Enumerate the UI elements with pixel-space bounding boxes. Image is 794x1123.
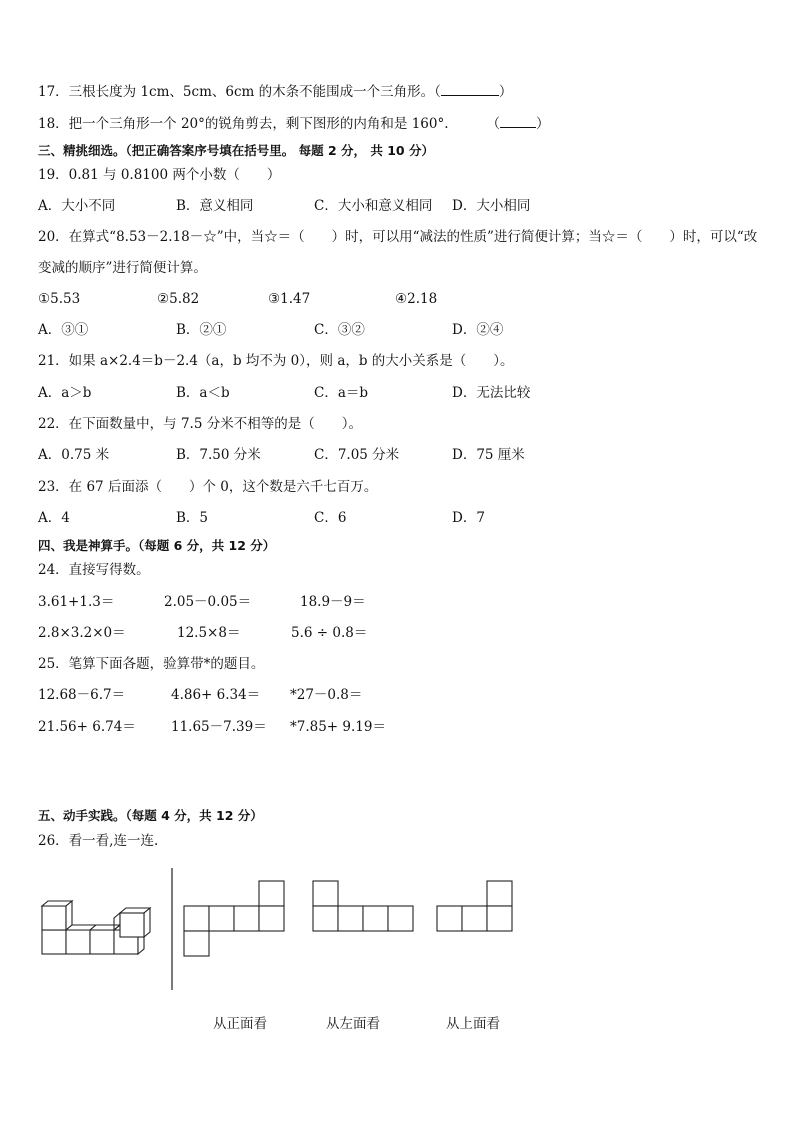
- question-18: [38, 114, 550, 133]
- option-d[interactable]: D．7: [452, 510, 485, 526]
- question-17-text: 17．三根长度为 1cm、5cm、6cm 的木条不能围成一个三角形。（: [38, 84, 441, 100]
- option-c[interactable]: C．大小和意义相同: [314, 198, 433, 214]
- question-17-close: ）: [498, 84, 513, 100]
- option-a[interactable]: A．大小不同: [38, 198, 116, 214]
- question-20-line2: 变减的顺序”进行简便计算。: [38, 260, 207, 276]
- option-b[interactable]: B．a＜b: [176, 385, 230, 401]
- question-22: 22．在下面数量中，与 7.5 分米不相等的是（ ）。: [38, 416, 362, 432]
- option-b[interactable]: B．7.50 分米: [176, 447, 261, 463]
- choice-3: ③1.47: [268, 291, 311, 307]
- question-20-line1: 20．在算式“8.53－2.18－☆”中，当☆＝（ ）时，可以用“减法的性质”进行简便计算；当☆＝（ ）时，可以“改: [38, 229, 758, 245]
- divider-line: [171, 868, 175, 990]
- calc-item: 12.68－6.7＝: [38, 687, 126, 703]
- calc-item: *27－0.8＝: [290, 687, 363, 703]
- view-label-left: 从左面看: [326, 1016, 380, 1032]
- choice-4: ④2.18: [395, 291, 438, 307]
- question-18-text: 18．把一个三角形一个 20°的锐角剪去，剩下图形的内角和是 160°.: [38, 116, 449, 132]
- calc-item: 2.05－0.05＝: [164, 594, 252, 610]
- section-4-heading: 四、我是神算手。（每题 6 分，共 12 分）: [38, 538, 276, 553]
- question-23: 23．在 67 后面添（ ）个 0，这个数是六千七百万。: [38, 479, 378, 495]
- calc-item: *7.85+ 9.19＝: [290, 719, 386, 735]
- question-18-close: ）: [536, 116, 550, 132]
- left-view-figure: [312, 880, 416, 936]
- choice-2: ②5.82: [157, 291, 200, 307]
- question-18-open: （: [486, 116, 500, 132]
- calc-item: 4.86+ 6.34＝: [171, 687, 261, 703]
- calc-item: 18.9－9＝: [300, 594, 366, 610]
- option-d[interactable]: D．无法比较: [452, 385, 531, 401]
- calc-item: 21.56+ 6.74＝: [38, 719, 136, 735]
- option-c[interactable]: C．6: [314, 510, 347, 526]
- option-d[interactable]: D．②④: [452, 322, 504, 338]
- option-a[interactable]: A．③①: [38, 322, 89, 338]
- question-19: 19．0.81 与 0.8100 两个小数（ ）: [38, 167, 281, 183]
- top-view-figure: [436, 880, 516, 936]
- option-c[interactable]: C．a＝b: [314, 385, 369, 401]
- option-d[interactable]: D．大小相同: [452, 198, 531, 214]
- answer-blank[interactable]: [441, 82, 499, 96]
- option-b[interactable]: B．②①: [176, 322, 227, 338]
- option-a[interactable]: A．0.75 米: [38, 447, 110, 463]
- calc-item: 3.61+1.3＝: [38, 594, 115, 610]
- front-view-figure: [183, 880, 287, 958]
- choice-1: ①5.53: [38, 291, 81, 307]
- option-c[interactable]: C．③②: [314, 322, 365, 338]
- option-b[interactable]: B．5: [176, 510, 209, 526]
- calc-item: 2.8×3.2×0＝: [38, 625, 126, 641]
- view-label-top: 从上面看: [446, 1016, 500, 1032]
- option-a[interactable]: A．4: [38, 510, 70, 526]
- question-17: [38, 82, 512, 101]
- question-26: 26．看一看,连一连.: [38, 833, 159, 849]
- question-21: 21．如果 a×2.4＝b－2.4（a，b 均不为 0），则 a，b 的大小关系是（ ）。: [38, 353, 514, 369]
- section-3-heading: 三、精挑细选。（把正确答案序号填在括号里。 每题 2 分， 共 10 分）: [38, 143, 434, 158]
- option-b[interactable]: B．意义相同: [176, 198, 254, 214]
- calc-item: 11.65－7.39＝: [171, 719, 267, 735]
- view-label-front: 从正面看: [213, 1016, 267, 1032]
- question-25: 25．笔算下面各题，验算带*的题目。: [38, 656, 265, 672]
- calc-item: 12.5×8＝: [177, 625, 241, 641]
- question-24: 24．直接写得数。: [38, 562, 150, 578]
- option-d[interactable]: D．75 厘米: [452, 447, 525, 463]
- cube-solid-figure: [40, 900, 170, 960]
- section-5-heading: 五、动手实践。（每题 4 分，共 12 分）: [38, 808, 263, 823]
- option-a[interactable]: A．a＞b: [38, 385, 92, 401]
- option-c[interactable]: C．7.05 分米: [314, 447, 400, 463]
- answer-blank[interactable]: [500, 114, 536, 128]
- calc-item: 5.6 ÷ 0.8＝: [291, 625, 368, 641]
